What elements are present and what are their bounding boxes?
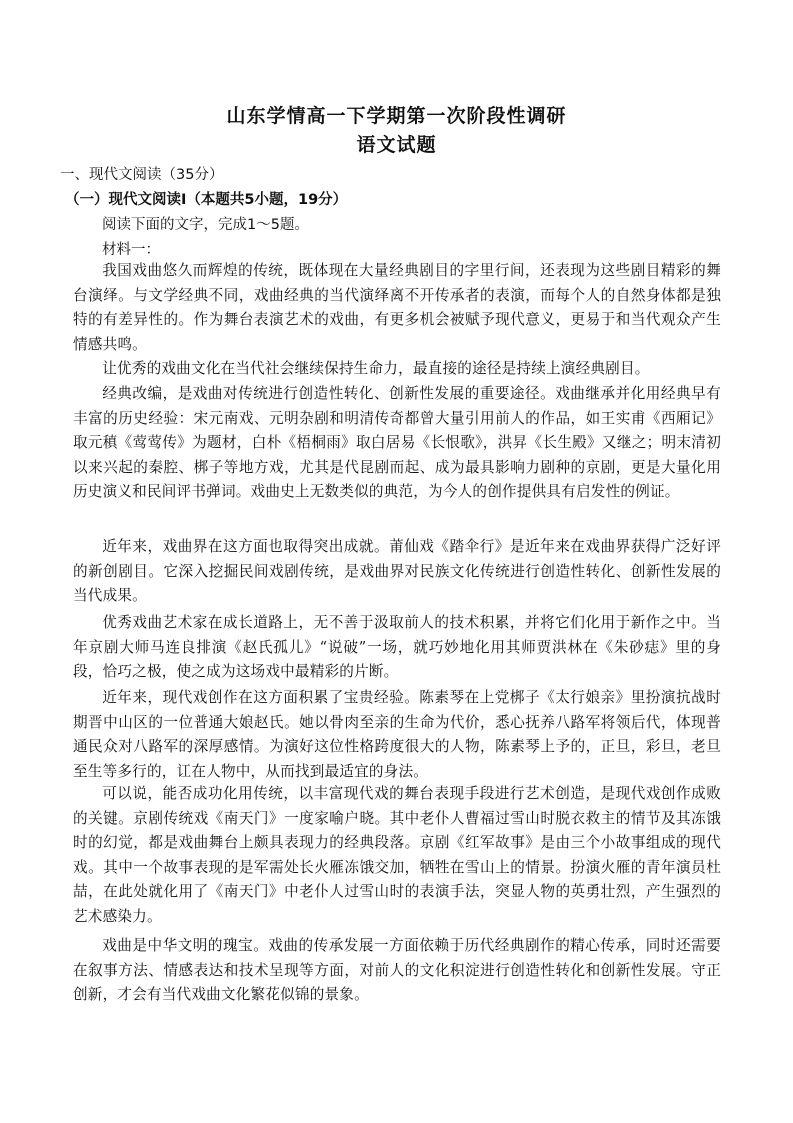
paragraph: 优秀戏曲艺术家在成长道路上，无不善于汲取前人的技术积累，并将它们化用于新作之中。当年京剧大师马连良排演《赵氏孤儿》“说破”一场，就巧妙地化用其师贾洪林在《朱砂痣》里的身段，恰巧之极，使之成为这场戏中最精彩的片断。 [73,614,721,680]
paragraph: 可以说，能否成功化用传统，以丰富现代戏的舞台表现手段进行艺术创造，是现代戏创作成败的关键。京剧传统戏《南天门》一度家喻户晓。其中老仆人曹福过雪山时脱衣救主的情节及其冻饿时的幻觉，都是戏曲舞台上颇具表现力的经典段落。京剧《红军故事》是由三个小故事组成的现代戏。其中一个故事表现的是军需处长火雁冻饿交加，牺牲在雪山上的情景。扮演火雁的青年演员杜喆，在此处就化用了《南天门》中老仆人过雪山时的表演手法，突显人物的英勇壮烈，产生强烈的艺术感染力。 [73,785,721,925]
exam-title: 山东学情高一下学期第一次阶段性调研 [226,105,567,127]
paragraph: 我国戏曲悠久而辉煌的传统，既体现在大量经典剧目的字里行间，还表现为这些剧目精彩的舞台演绎。与文学经典不同，戏曲经典的当代演绎离不开传承者的表演，而每个人的自然身体都是独特的有差异性的。作为舞台表演艺术的戏曲，有更多机会被赋予现代意义，更易于和当代观众产生情感共鸣。 [73,262,721,353]
paragraph: 近年来，现代戏创作在这方面积累了宝贵经验。陈素琴在上党梆子《太行娘亲》里扮演抗战时期晋中山区的一位普通大娘赵氏。她以骨肉至亲的生命为代价，悉心抚养八路军将领后代，体现普通民众对八路军的深厚感情。为演好这位性格跨度很大的人物，陈素琴上予的，正旦，彩旦，老旦至生等多行的，讧在人物中，从而找到最适宜的身法。 [73,689,721,780]
paragraph: 让优秀的戏曲文化在当代社会继续保持生命力，最直接的途径是持续上演经典剧目。 [102,360,650,377]
subject-title: 语文试题 [356,134,437,156]
paragraph: 近年来，戏曲界在这方面也取得突出成就。莆仙戏《踏伞行》是近年来在戏曲界获得广泛好评的新创剧目。它深入挖掘民间戏剧传统，是戏曲界对民族文化传统进行创造性转化、创新性发展的当代成果。 [73,538,721,604]
subsection-heading: （一）现代文阅读Ⅰ（本题共5小题，19分） [65,192,348,208]
paragraph: 经典改编，是戏曲对传统进行创造性转化、创新性发展的重要途径。戏曲继承并化用经典早有丰富的历史经验：宋元南戏、元明杂剧和明清传奇都曾大量引用前人的作品，如王实甫《西厢记》取元稹《莺莺传》为题材，白朴《梧桐雨》取白居易《长恨歌》，洪昇《长生殿》又继之；明末清初以来兴起的秦腔、梆子等地方戏，尤其是代昆剧而起、成为最具影响力剧种的京剧，更是大量化用历史演义和民间评书弹词。戏曲史上无数类似的典范，为今人的创作提供具有启发性的例证。 [73,385,721,500]
reading-instruction: 阅读下面的文字，完成1～5题。 [102,217,309,233]
paragraph: 戏曲是中华文明的瑰宝。戏曲的传承发展一方面依赖于历代经典剧作的精心传承，同时还需要在叙事方法、情感表达和技术呈现等方面，对前人的文化积淀进行创造性转化和创新性发展。守正创新，才会有当代戏曲文化繁花似锦的景象。 [73,937,721,1003]
material-label: 材料一： [102,242,160,258]
section-heading: 一、现代文阅读（35分） [60,167,224,183]
